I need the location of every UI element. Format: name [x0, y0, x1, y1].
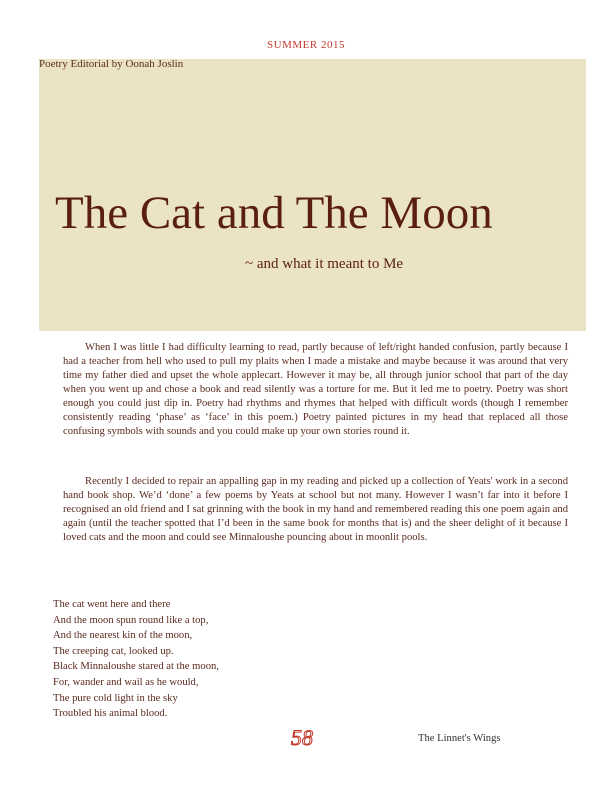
body-paragraph: When I was little I had difficulty learning to read, partly because of left/right handed confusion, partly because I had a teacher from hell who used to pull my plaits when I made a mistake and maybe because it was around that very time my father died and upset the whole applecart. However it may be, all through junior school that part of the day when you went up and chose a book and read silently was a torture for me. But it led me to poetry. Poetry was short enough you could just dip in. Poetry had rhythms and rhymes that helped with difficult words (though I remember consistently reading ‘phase’ as ‘face’ in this poem.) Poetry painted pictures in my head that replaced all those confusing symbols with sounds and you could make up your own stories round it. [63, 342, 568, 437]
poem-line: Black Minnaloushe stared at the moon, [53, 661, 219, 673]
publication-name: The Linnet's Wings [418, 733, 501, 744]
poem-line: The creeping cat, looked up. [53, 645, 174, 657]
body-paragraph: Recently I decided to repair an appalling gap in my reading and picked up a collection of Yeats' work in a second hand book shop. We’d ‘done’ a few poems by Yeats at school but not many. However I wasn’t far into it before I recognised an old friend and I sat grinning with the book in my hand and remembered reading this one poem again and again (until the teacher spotted that I’d been in the same book for months that is) and the sheer delight of it because I loved cats and the moon and could see Minnaloushe pouncing about in moonlit pools. [63, 476, 568, 543]
article-subtitle: ~ and what it meant to Me [245, 256, 404, 272]
issue-label: SUMMER 2015 [267, 39, 345, 51]
poem-line: Troubled his animal blood. [53, 708, 168, 720]
poem-line: For, wander and wail as he would, [53, 676, 199, 688]
poem-line: And the nearest kin of the moon, [53, 630, 193, 642]
byline: Poetry Editorial by Oonah Joslin [39, 58, 184, 70]
article-title: The Cat and The Moon [55, 187, 493, 239]
poem-excerpt [53, 597, 219, 722]
poem-line: The pure cold light in the sky [53, 692, 178, 704]
page-number: 58 [291, 725, 313, 750]
poem-line: The cat went here and there [53, 599, 171, 610]
poem-line: And the moon spun round like a top, [53, 614, 209, 626]
